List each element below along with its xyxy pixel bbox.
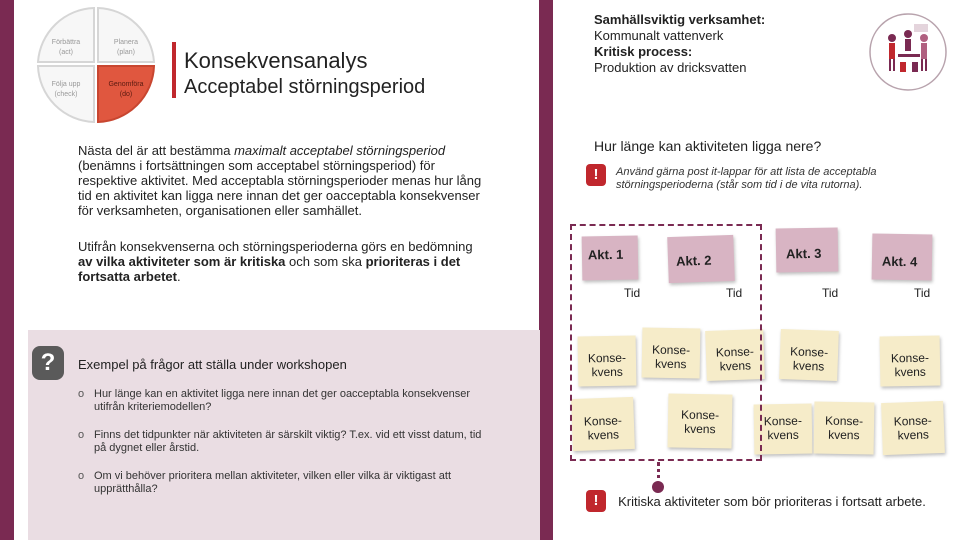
list-item: o Hur länge kan en aktivitet ligga nere innan det ger oacceptabla konsekvenser utifrån kriteriemodellen? <box>78 388 471 413</box>
workshop-people-icon <box>868 12 948 92</box>
consequence-note: Konse- kvens <box>814 401 875 454</box>
page-subtitle: Acceptabel störningsperiod <box>184 76 426 98</box>
pdca-cycle-diagram <box>28 4 164 124</box>
critical-activity-frame <box>570 224 762 461</box>
connector-dot <box>652 481 664 493</box>
consequence-note: Konse- kvens <box>779 329 839 381</box>
postit-hint: Använd gärna post it-lappar för att lista de acceptabla störningsperioderna (står som tid i de vita rutorna). <box>616 166 877 191</box>
time-label-1: Tid <box>624 286 641 300</box>
exclamation-icon: ! <box>586 164 606 186</box>
page-title: Konsekvensanalys <box>184 48 368 73</box>
bullet-icon: o <box>78 470 85 482</box>
consequence-note: Konse- kvens <box>881 401 945 455</box>
cycle-do-label: Genomföra <box>108 81 144 88</box>
consequence-note: Konse- kvens <box>705 329 765 381</box>
time-label-4: Tid <box>914 286 931 300</box>
intro-paragraph: Nästa del är att bestämma maximalt acceptabel störningsperiod (benämns i fortsättningen som acceptabel störningsperiod) för respektive aktivitet. Med acceptabla störningsperioder menas hur lång tid en aktivitet kan ligga nere innan det ger oacceptabla konsekvenser för verksamheten, organisationen eller samhället. <box>78 143 482 218</box>
activity-note-2: Akt. 2 <box>667 235 735 283</box>
consequence-note: Konse- kvens <box>571 397 635 451</box>
activity-note-1: Akt. 1 <box>582 236 639 281</box>
activity-note-4: Akt. 4 <box>872 233 933 280</box>
left-accent-bar <box>0 0 14 540</box>
consequence-note: Konse- kvens <box>578 335 637 386</box>
activity-note-3: Akt. 3 <box>776 227 839 272</box>
process-label: Kritisk process: <box>594 44 693 59</box>
cycle-check-sub: (check) <box>54 91 78 98</box>
workshop-question-list <box>78 388 488 511</box>
workshop-title: Exempel på frågor att ställa under workshopen <box>78 357 347 372</box>
consequence-note: Konse- kvens <box>880 335 941 386</box>
title-rule <box>172 42 176 98</box>
consequence-note: Konse- kvens <box>668 393 733 448</box>
assessment-paragraph: Utifrån konsekvenserna och störningsperioderna görs en bedömning av vilka aktiviteter som är kritiska och som ska prioriteras i det fortsatta arbetet. <box>78 239 473 284</box>
center-divider <box>539 0 553 540</box>
time-label-2: Tid <box>726 286 743 300</box>
bullet-icon: o <box>78 429 85 441</box>
sector-label: Samhällsviktig verksamhet: <box>594 12 766 27</box>
cycle-do-sub: (do) <box>119 91 133 98</box>
consequence-note: Konse- kvens <box>754 403 813 454</box>
exclamation-icon: ! <box>586 490 606 512</box>
cycle-act-label: Förbättra <box>51 39 81 46</box>
critical-activities-note: Kritiska aktiviteter som bör prioriteras i fortsatt arbete. <box>618 494 926 509</box>
process-info <box>594 12 765 76</box>
cycle-plan-label: Planera <box>113 39 139 46</box>
activity-question: Hur länge kan aktiviteten ligga nere? <box>594 138 822 154</box>
sector-value: Kommunalt vattenverk <box>594 28 724 43</box>
cycle-check-label: Följa upp <box>51 81 81 88</box>
cycle-plan-sub: (plan) <box>117 49 135 56</box>
question-mark-icon: ? <box>32 346 64 380</box>
cycle-act-sub: (act) <box>59 49 73 56</box>
consequence-note: Konse- kvens <box>642 327 701 378</box>
list-item: o Finns det tidpunkter när aktiviteten är särskilt viktig? T.ex. vid ett visst datum, tid på dygnet eller årstid. <box>78 429 482 454</box>
process-value: Produktion av dricksvatten <box>594 60 747 75</box>
time-label-3: Tid <box>822 286 839 300</box>
bullet-icon: o <box>78 388 85 400</box>
list-item: o Om vi behöver prioritera mellan aktiviteter, vilken eller vilka är viktigast att upprätthålla? <box>78 470 452 495</box>
